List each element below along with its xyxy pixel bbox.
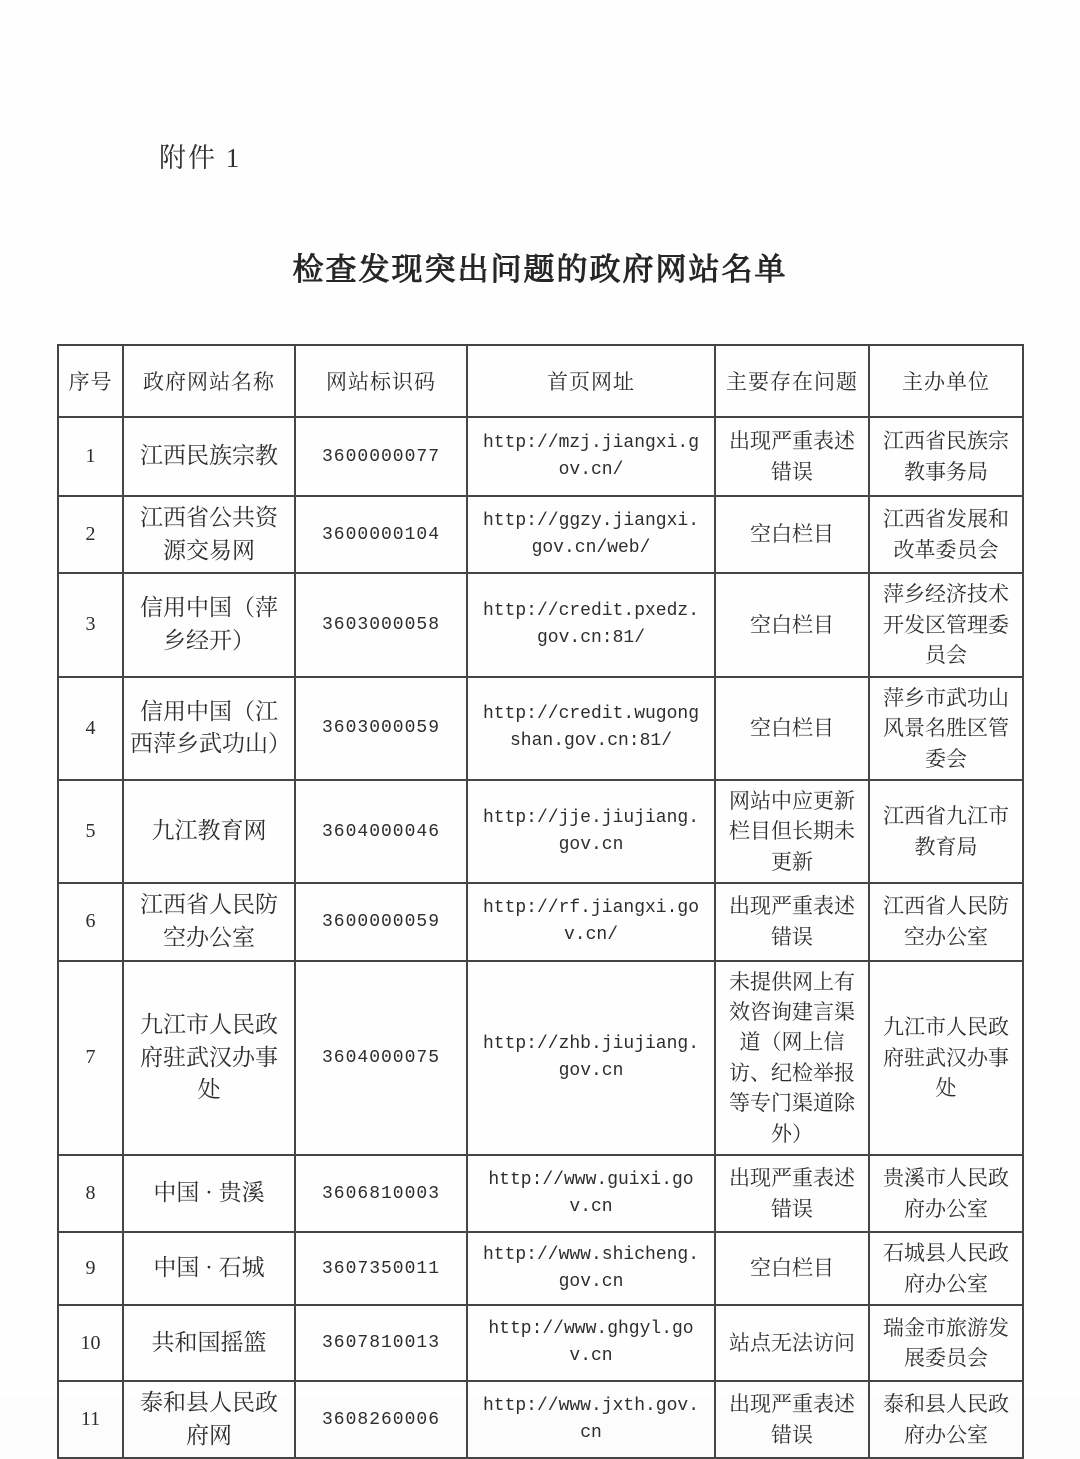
table-row (58, 496, 1023, 573)
website-code: 3607810013 (295, 1305, 467, 1381)
header-homepage-url: 首页网址 (467, 345, 715, 417)
website-name: 中国 · 贵溪 (123, 1155, 295, 1232)
table-row (58, 883, 1023, 960)
website-code: 3604000046 (295, 780, 467, 883)
website-code: 3607350011 (295, 1232, 467, 1305)
serial-number: 6 (58, 883, 123, 960)
website-code: 3600000104 (295, 496, 467, 573)
website-code: 3600000077 (295, 417, 467, 496)
main-problem: 出现严重表述错误 (715, 1381, 869, 1458)
table-row (58, 780, 1023, 883)
table-row (58, 961, 1023, 1156)
table-row (58, 573, 1023, 676)
table-header-row (58, 345, 1023, 417)
main-problem: 未提供网上有效咨询建言渠道（网上信访、纪检举报等专门渠道除外） (715, 961, 869, 1156)
main-problem: 空白栏目 (715, 496, 869, 573)
homepage-url: http://ggzy.jiangxi.gov.cn/web/ (467, 496, 715, 573)
website-name: 江西省人民防空办公室 (123, 883, 295, 960)
main-problem: 站点无法访问 (715, 1305, 869, 1381)
main-problem: 空白栏目 (715, 677, 869, 780)
table-row (58, 417, 1023, 496)
website-name: 信用中国（萍乡经开） (123, 573, 295, 676)
main-problem: 空白栏目 (715, 573, 869, 676)
main-problem: 网站中应更新栏目但长期未更新 (715, 780, 869, 883)
website-name: 泰和县人民政府网 (123, 1381, 295, 1458)
serial-number: 5 (58, 780, 123, 883)
homepage-url: http://rf.jiangxi.gov.cn/ (467, 883, 715, 960)
website-code: 3603000058 (295, 573, 467, 676)
website-name: 中国 · 石城 (123, 1232, 295, 1305)
website-name: 九江教育网 (123, 780, 295, 883)
serial-number: 2 (58, 496, 123, 573)
website-code: 3603000059 (295, 677, 467, 780)
organizer: 江西省民族宗教事务局 (869, 417, 1023, 496)
website-name: 江西省公共资源交易网 (123, 496, 295, 573)
homepage-url: http://mzj.jiangxi.gov.cn/ (467, 417, 715, 496)
attachment-label: 附件 1 (159, 143, 242, 173)
serial-number: 8 (58, 1155, 123, 1232)
organizer: 江西省人民防空办公室 (869, 883, 1023, 960)
organizer: 萍乡市武功山风景名胜区管委会 (869, 677, 1023, 780)
homepage-url: http://www.shicheng.gov.cn (467, 1232, 715, 1305)
homepage-url: http://zhb.jiujiang.gov.cn (467, 961, 715, 1156)
homepage-url: http://www.jxth.gov.cn (467, 1381, 715, 1458)
website-code: 3608260006 (295, 1381, 467, 1458)
homepage-url: http://www.guixi.gov.cn (467, 1155, 715, 1232)
serial-number: 3 (58, 573, 123, 676)
website-name: 共和国摇篮 (123, 1305, 295, 1381)
website-code: 3600000059 (295, 883, 467, 960)
homepage-url: http://credit.pxedz.gov.cn:81/ (467, 573, 715, 676)
organizer: 九江市人民政府驻武汉办事处 (869, 961, 1023, 1156)
problem-websites-table (57, 344, 1024, 1459)
website-name: 信用中国（江西萍乡武功山） (123, 677, 295, 780)
serial-number: 4 (58, 677, 123, 780)
homepage-url: http://credit.wugongshan.gov.cn:81/ (467, 677, 715, 780)
header-website-name: 政府网站名称 (123, 345, 295, 417)
organizer: 萍乡经济技术开发区管理委员会 (869, 573, 1023, 676)
website-name: 江西民族宗教 (123, 417, 295, 496)
organizer: 泰和县人民政府办公室 (869, 1381, 1023, 1458)
main-problem: 出现严重表述错误 (715, 883, 869, 960)
serial-number: 9 (58, 1232, 123, 1305)
organizer: 江西省九江市教育局 (869, 780, 1023, 883)
serial-number: 10 (58, 1305, 123, 1381)
table-row (58, 1381, 1023, 1458)
header-organizer: 主办单位 (869, 345, 1023, 417)
homepage-url: http://www.ghgyl.gov.cn (467, 1305, 715, 1381)
website-name: 九江市人民政府驻武汉办事处 (123, 961, 295, 1156)
website-code: 3604000075 (295, 961, 467, 1156)
page-title: 检查发现突出问题的政府网站名单 (292, 252, 788, 287)
main-problem: 空白栏目 (715, 1232, 869, 1305)
table-row (58, 677, 1023, 780)
serial-number: 11 (58, 1381, 123, 1458)
organizer: 贵溪市人民政府办公室 (869, 1155, 1023, 1232)
header-website-code: 网站标识码 (295, 345, 467, 417)
table-row (58, 1155, 1023, 1232)
table-row (58, 1305, 1023, 1381)
header-main-problem: 主要存在问题 (715, 345, 869, 417)
header-serial-number: 序号 (58, 345, 123, 417)
website-code: 3606810003 (295, 1155, 467, 1232)
serial-number: 1 (58, 417, 123, 496)
table-row (58, 1232, 1023, 1305)
main-problem: 出现严重表述错误 (715, 417, 869, 496)
homepage-url: http://jje.jiujiang.gov.cn (467, 780, 715, 883)
organizer: 瑞金市旅游发展委员会 (869, 1305, 1023, 1381)
organizer: 石城县人民政府办公室 (869, 1232, 1023, 1305)
organizer: 江西省发展和改革委员会 (869, 496, 1023, 573)
main-problem: 出现严重表述错误 (715, 1155, 869, 1232)
serial-number: 7 (58, 961, 123, 1156)
